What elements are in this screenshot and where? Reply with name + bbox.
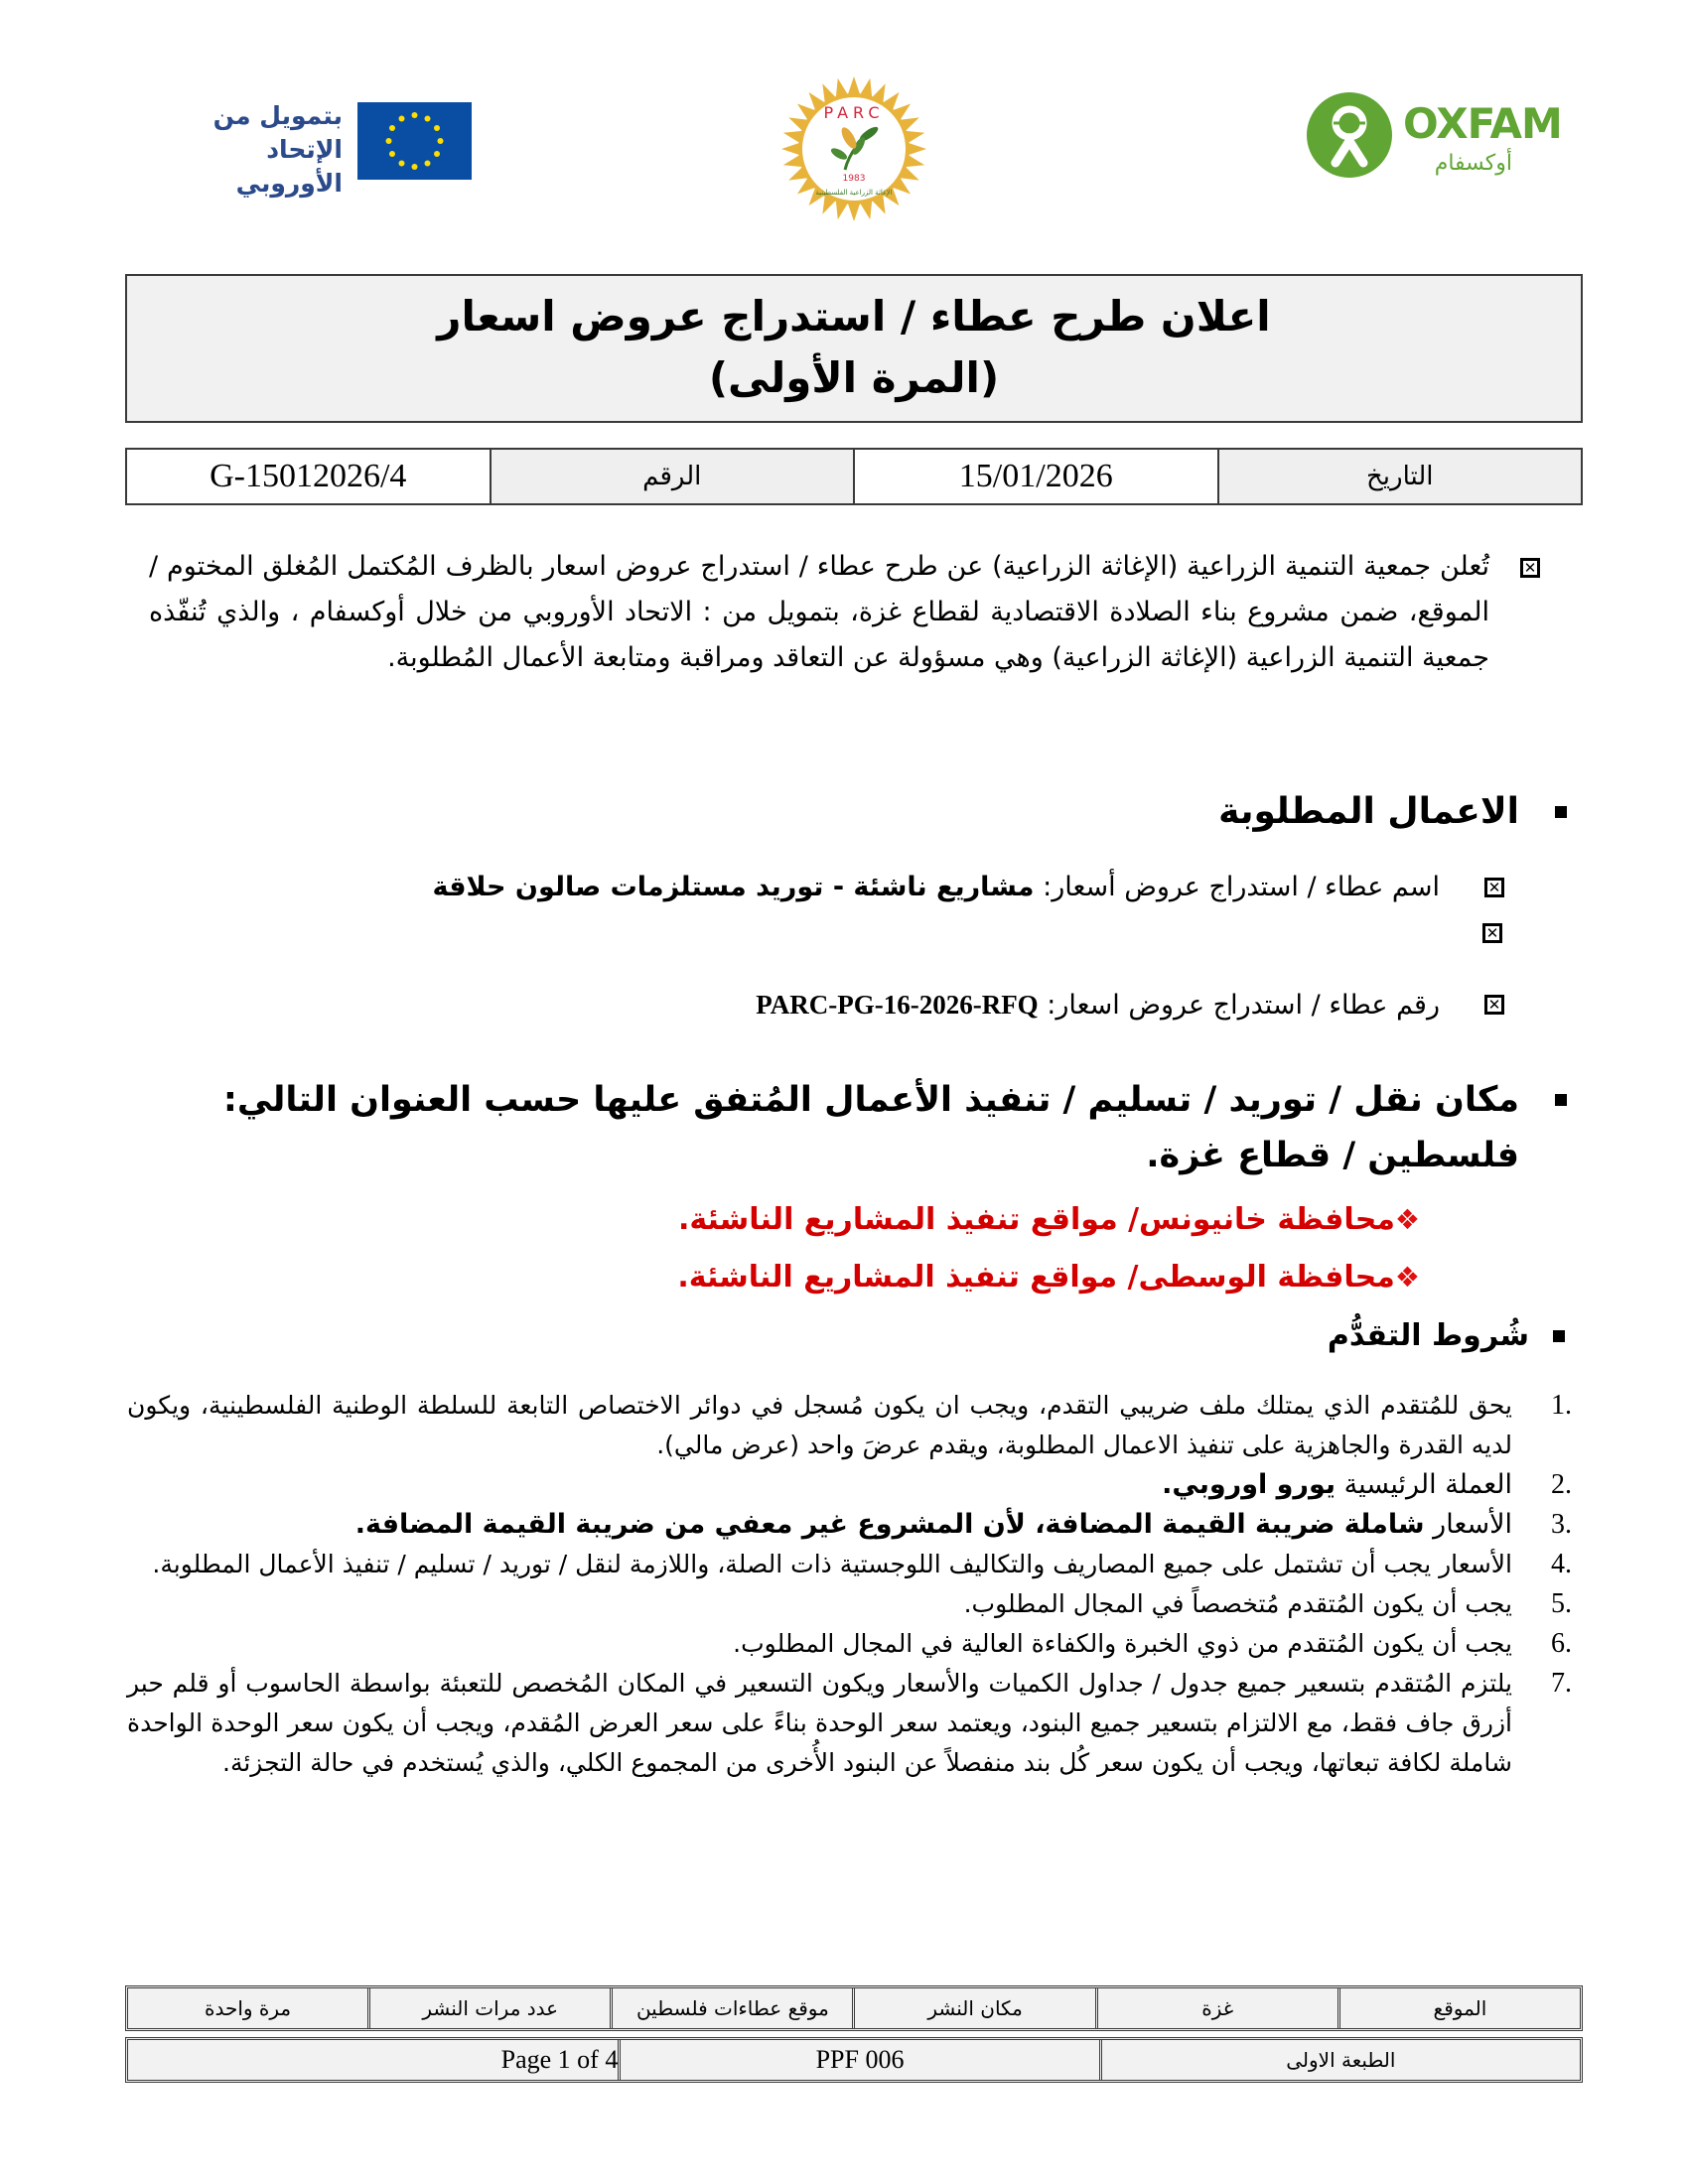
sun-ray-icon [783, 155, 802, 167]
diamond-bullet-icon: ❖ [1394, 1261, 1420, 1294]
condition-number: 5. [1551, 1588, 1572, 1619]
condition-text: يجب أن يكون المُتقدم مُتخصصاً في المجال المطلوب. [963, 1589, 1512, 1618]
sun-ray-icon [860, 78, 872, 97]
number-value: G-15012026/4 [127, 450, 490, 503]
tender-number-value: PARC-PG-16-2026-RFQ [756, 990, 1039, 1020]
footer-cell-publish-count-value: مرة واحدة [204, 1996, 292, 2020]
eu-star-icon [399, 161, 405, 167]
footer-cell-publish-place-label: مكان النشر [852, 1988, 1094, 2028]
sun-ray-icon [781, 143, 799, 155]
location-site-text: محافظة خانيونس/ مواقع تنفيذ المشاريع الناشئة. [677, 1202, 1395, 1237]
condition-number: 2. [1551, 1469, 1572, 1500]
eu-star-icon [434, 151, 440, 157]
eu-star-icon [412, 164, 418, 170]
eu-funding-line2: الإتحاد الأوروبي [235, 135, 343, 198]
conditions-heading [397, 1312, 1529, 1360]
square-bullet-icon [1555, 806, 1567, 818]
parc-logo-year: 1983 [842, 174, 866, 184]
required-works-heading [298, 784, 1519, 840]
parc-logo [779, 74, 928, 223]
sun-ray-icon [836, 201, 848, 219]
required-works-heading-text: الاعمال المطلوبة [1218, 791, 1519, 832]
condition-text-bold: يورو اوروبي. [1162, 1469, 1336, 1500]
condition-text: يلتزم المُتقدم بتسعير جميع جدول / جداول الكميات والأسعار ويكون التسعير في المكان المُخصص للتعبئة بواسطة الحاسوب أو قلم حبر أزرق جاف فقط، مع الالتزام بتسعير جميع البنود، ويعتمد سعر الوحدة بناءً على سعر العرض المُقدم، ويجب أن يكون سعر الوحدة الواحدة شاملة لكافة تبعاتها، ويجب أن يكون سعر كُل بند منفصلاً عن البنود الأُخرى من المجموع الكلي، والذي يُستخدم في حالة التجزئة. [127, 1669, 1512, 1777]
announcement-title-box [125, 274, 1583, 423]
location-site-item [556, 1195, 1420, 1245]
conditions-list [127, 1386, 1572, 1972]
conditions-heading-text: شُروط التقدُّم [1327, 1318, 1529, 1353]
location-heading [129, 1072, 1519, 1183]
eu-funding-line1: بتمويل من [212, 101, 343, 130]
condition-text: يجب أن يكون المُتقدم من ذوي الخبرة والكفاءة العالية في المجال المطلوب. [733, 1629, 1512, 1658]
footer-cell-publish-place-value: موقع عطاءات فلسطين [610, 1988, 852, 2028]
checkbox-x-icon: ✕ [1484, 878, 1504, 897]
eu-flag-icon [357, 102, 472, 180]
condition-item [127, 1386, 1572, 1465]
number-label: الرقم [490, 450, 854, 503]
sun-ray-icon [909, 143, 926, 155]
tender-number-row [248, 985, 1504, 1024]
location-site-text: محافظة الوسطى/ مواقع تنفيذ المشاريع الناشئة. [677, 1260, 1395, 1295]
footer-publication-table [125, 1985, 1583, 2031]
footer-cell-location-label: الموقع [1337, 1988, 1580, 2028]
intro-paragraph [149, 544, 1539, 743]
announcement-title: اعلان طرح عطاء / استدراج عروض اسعار [437, 292, 1271, 341]
date-label: التاريخ [1217, 450, 1582, 503]
oxfam-arabic-name: أوكسفام [1434, 151, 1512, 176]
footer-cell-publish-count-label: عدد مرات النشر [367, 1988, 610, 2028]
eu-star-icon [399, 115, 405, 121]
condition-number: 6. [1551, 1628, 1572, 1659]
condition-item [127, 1584, 1572, 1624]
condition-item [127, 1545, 1572, 1584]
location-site-item [556, 1253, 1420, 1302]
condition-item [127, 1505, 1572, 1545]
eu-star-icon [438, 138, 444, 144]
footer-page-number: Page 1 of 4 [500, 2045, 619, 2074]
tender-name-row [228, 868, 1504, 907]
square-bullet-icon [1553, 1330, 1565, 1342]
condition-text: الأسعار [1424, 1509, 1512, 1540]
condition-text: يحق للمُتقدم الذي يمتلك ملف ضريبي التقدم، ويجب ان يكون مُسجل في دوائر الاختصاص التابعة للسلطة الوطنية الفلسطينية، ويكون لديه القدرة والجاهزية على تنفيذ الاعمال المطلوبة، ويقدم عرضَ واحد (عرض مالي). [127, 1391, 1512, 1459]
empty-checkbox-row [1482, 923, 1502, 943]
footer-form-code: PPF 006 [618, 2040, 1098, 2080]
intro-text: تُعلن جمعية التنمية الزراعية (الإغاثة الزراعية) عن طرح عطاء / استدراج عروض اسعار بالظرف المُكتمل المُغلق المختوم / الموقع، ضمن مشروع بناء الصلادة الاقتصادية لقطاع غزة، بتمويل من : الاتحاد الأوروبي من خلال أوكسفام ، والذي تُنفّذه جمعية التنمية الزراعية (الإغاثة الزراعية) وهي مسؤولة عن التعاقد ومراقبة ومتابعة الأعمال المُطلوبة. [149, 551, 1489, 673]
tender-name-label: اسم عطاء / استدراج عروض أسعار: [1043, 872, 1440, 902]
parc-logo-letters: PARC [823, 103, 885, 122]
meta-table [125, 448, 1583, 505]
footer-form-table [125, 2037, 1583, 2083]
location-heading-line1: مكان نقل / توريد / تسليم / تنفيذ الأعمال المُتفق عليها حسب العنوان التالي: [222, 1080, 1519, 1120]
eu-funding-text [159, 99, 343, 201]
square-bullet-icon [1555, 1094, 1567, 1106]
condition-text: العملة الرئيسية [1336, 1469, 1512, 1500]
condition-item [127, 1624, 1572, 1664]
location-heading-line2: فلسطين / قطاع غزة. [1146, 1136, 1519, 1175]
eu-star-icon [434, 125, 440, 131]
oxfam-name: OXFAM [1403, 99, 1562, 148]
eu-star-icon [412, 112, 418, 118]
footer-edition: الطبعة الاولى [1099, 2040, 1580, 2080]
checkbox-x-icon: ✕ [1484, 995, 1504, 1015]
diamond-bullet-icon: ❖ [1394, 1203, 1420, 1236]
tender-name-value: مشاريع ناشئة - توريد مستلزمات صالون حلاقة [432, 872, 1035, 902]
sun-ray-icon [906, 155, 924, 167]
eu-star-icon [389, 125, 395, 131]
sun-ray-icon [848, 76, 860, 94]
footer-cell-location-value: غزة [1095, 1988, 1337, 2028]
tender-number-label: رقم عطاء / استدراج عروض اسعار: [1047, 990, 1440, 1021]
eu-star-icon [425, 115, 431, 121]
checkbox-x-icon: ✕ [1482, 923, 1502, 943]
oxfam-emblem-icon [1306, 91, 1393, 179]
eu-funding-logo [159, 99, 477, 198]
eu-star-icon [425, 161, 431, 167]
condition-text: الأسعار يجب أن تشتمل على جميع المصاريف والتكاليف اللوجستية ذات الصلة، واللازمة لنقل / توريد / تسليم / تنفيذ الأعمال المطلوبة. [152, 1550, 1512, 1578]
condition-number: 7. [1551, 1668, 1572, 1699]
condition-number: 4. [1551, 1549, 1572, 1579]
sun-ray-icon [906, 131, 924, 143]
sun-ray-icon [783, 131, 802, 143]
oxfam-logo [1306, 89, 1564, 189]
condition-item [127, 1664, 1572, 1783]
checkbox-x-icon: ✕ [1520, 558, 1540, 578]
condition-number: 3. [1551, 1509, 1572, 1540]
sun-ray-icon [836, 78, 848, 97]
eu-star-icon [389, 151, 395, 157]
parc-logo-arabic: الإغاثة الزراعية الفلسطينية [815, 189, 893, 197]
parc-sun-icon [779, 74, 928, 223]
sun-ray-icon [848, 204, 860, 221]
eu-star-icon [386, 138, 392, 144]
date-value: 15/01/2026 [853, 450, 1217, 503]
condition-text-bold: شاملة ضريبة القيمة المضافة، لأن المشروع غير معفي من ضريبة القيمة المضافة. [354, 1509, 1425, 1540]
condition-number: 1. [1551, 1390, 1572, 1421]
condition-item [127, 1465, 1572, 1505]
announcement-subtitle: (المرة الأولى) [708, 353, 1000, 402]
sun-ray-icon [860, 201, 872, 219]
